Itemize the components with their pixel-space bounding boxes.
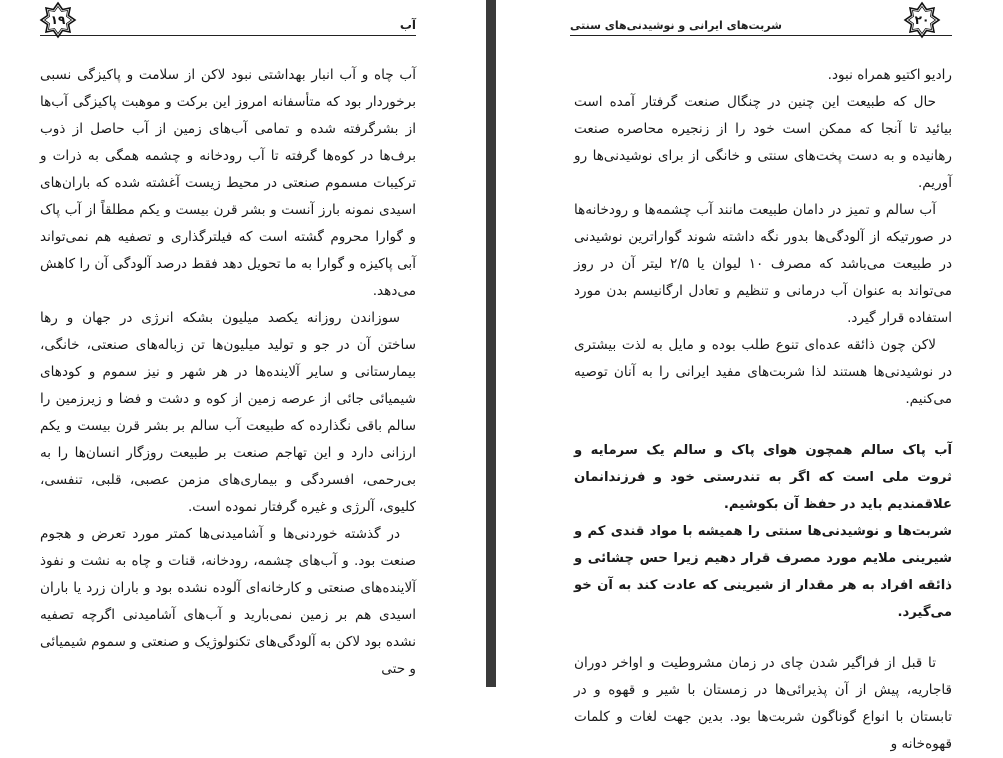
running-header xyxy=(570,6,952,40)
page-number: ۲۰ xyxy=(914,13,930,27)
page-number-badge xyxy=(40,2,76,38)
paragraph: تا قبل از فراگیر شدن چای در زمان مشروطیت و اواخر دوران قاجاریه، پیش از آن پذیرائی‌ها در زمستان با شیر و قهوه و در تابستان با انواع گوناگون شربت‌ها بود. بدین جهت لغات و کلمات قهوه‌خانه و xyxy=(574,655,952,752)
header-title: آب xyxy=(399,18,416,32)
bold-paragraph: شربت‌ها و نوشیدنی‌ها سنتی را همیشه با مواد قندی کم و شیرینی ملایم مورد مصرف قرار دهیم زیرا حس چشائی و ذائقه افراد به هر مقدار از شیرینی که عادت کند به آن خو می‌گیرد. xyxy=(574,524,952,620)
paragraph: آب چاه و آب انبار بهداشتی نبود لاکن از سلامت و پاکیزگی نسبی برخوردار بود که متأسفانه امروز این برکت و موهبت پاکیزگی آب‌ها از بشرگرفته شده و تمامی آب‌های زمین از آب حاصل از ذوب برف‌ها در کوه‌ها گرفته تا آب رودخانه و چشمه همگی به ذرات و ترکیبات مسموم صنعتی در محیط زیست آغشته شده که باران‌های اسیدی نمونه بارز آنست و بشر قرن بیست و یکم مطلقاً از آب پاک و گوارا محروم گشته است که فیلترگذاری و تصفیه هم نمی‌تواند آبی پاکیزه و گوارا به ما تحویل دهد فقط درصد آلودگی آن را کاهش می‌دهد. xyxy=(40,67,416,299)
page-number: ۱۹ xyxy=(50,13,66,27)
bold-paragraph: آب پاک سالم همچون هوای پاک و سالم یک سرمایه و ثروت ملی است که اگر به تندرستی خود و فرزندانمان علاقمندیم باید در حفظ آن بکوشیم. xyxy=(574,443,952,512)
body-text xyxy=(40,62,416,683)
running-header xyxy=(40,6,416,40)
left-page xyxy=(0,0,486,687)
book-spine xyxy=(486,0,496,687)
page-number-badge xyxy=(904,2,940,38)
header-rule xyxy=(40,35,416,36)
paragraph: سوزاندن روزانه یکصد میلیون بشکه انرژی در جهان و رها ساختن آن در جو و تولید میلیون‌ها تن زباله‌های صنعتی، خانگی، بیمارستانی و سایر آلاینده‌ها در هر شهر و نیز سموم و کودهای شیمیائی جائی از عرصه زمین از کوه و دشت و فضا و زیرزمین را سالم باقی نگذارده که طبیعت آب سالم بر بشر قرن بیست و یکم ارزانی دارد و این تهاجم صنعت بر طبیعت روزگار انسان‌ها را به بی‌رحمی، افسردگی و بیماری‌های مزمن عصبی، قلبی، تنفسی، کلیوی، آلرژی و غیره گرفتار نموده است. xyxy=(40,310,416,515)
paragraph: لاکن چون ذائقه عده‌ای تنوع طلب بوده و مایل به لذت بیشتری در نوشیدنی‌ها هستند لذا شربت‌های مفید ایرانی را به آنان توصیه می‌کنیم. xyxy=(574,337,952,407)
paragraph: رادیو اکتیو همراه نبود. xyxy=(827,67,952,83)
paragraph: حال که طبیعت این چنین در چنگال صنعت گرفتار آمده است بیائید تا آنجا که ممکن است خود را از زنجیره محاصره صنعت رهانیده و به دست پخت‌های سنتی و خانگی از برای نوشیدنی‌ها رو آوریم. xyxy=(574,94,952,191)
paragraph: در گذشته خوردنی‌ها و آشامیدنی‌ها کمتر مورد تعرض و هجوم صنعت بود. و آب‌های چشمه، رودخانه، قنات و چاه به نشت و نفوذ آلاینده‌های صنعتی و کارخانه‌ای آلوده نشده بود و باران زرد یا باران اسیدی هم بر زمین نمی‌بارید و آب‌های آشامیدنی اگرچه تصفیه نشده بود لاکن به آلودگی‌های تکنولوژیک و صنعتی و سموم شیمیائی و حتی xyxy=(40,526,416,677)
header-rule xyxy=(570,35,952,36)
body-text xyxy=(574,62,952,758)
header-title: شربت‌های ایرانی و نوشیدنی‌های سنتی xyxy=(570,19,782,32)
right-page xyxy=(496,0,1003,752)
paragraph: آب سالم و تمیز در دامان طبیعت مانند آب چشمه‌ها و رودخانه‌ها در صورتیکه از آلودگی‌ها بدور نگه داشته شوند گواراترین نوشیدنی در طبیعت می‌باشد که مصرف ۱۰ لیوان یا ۲/۵ لیتر آن در روز می‌تواند به عنوان آب درمانی و تنظیم و تعادل ارگانیسم بدن مورد استفاده قرار گیرد. xyxy=(574,202,952,326)
